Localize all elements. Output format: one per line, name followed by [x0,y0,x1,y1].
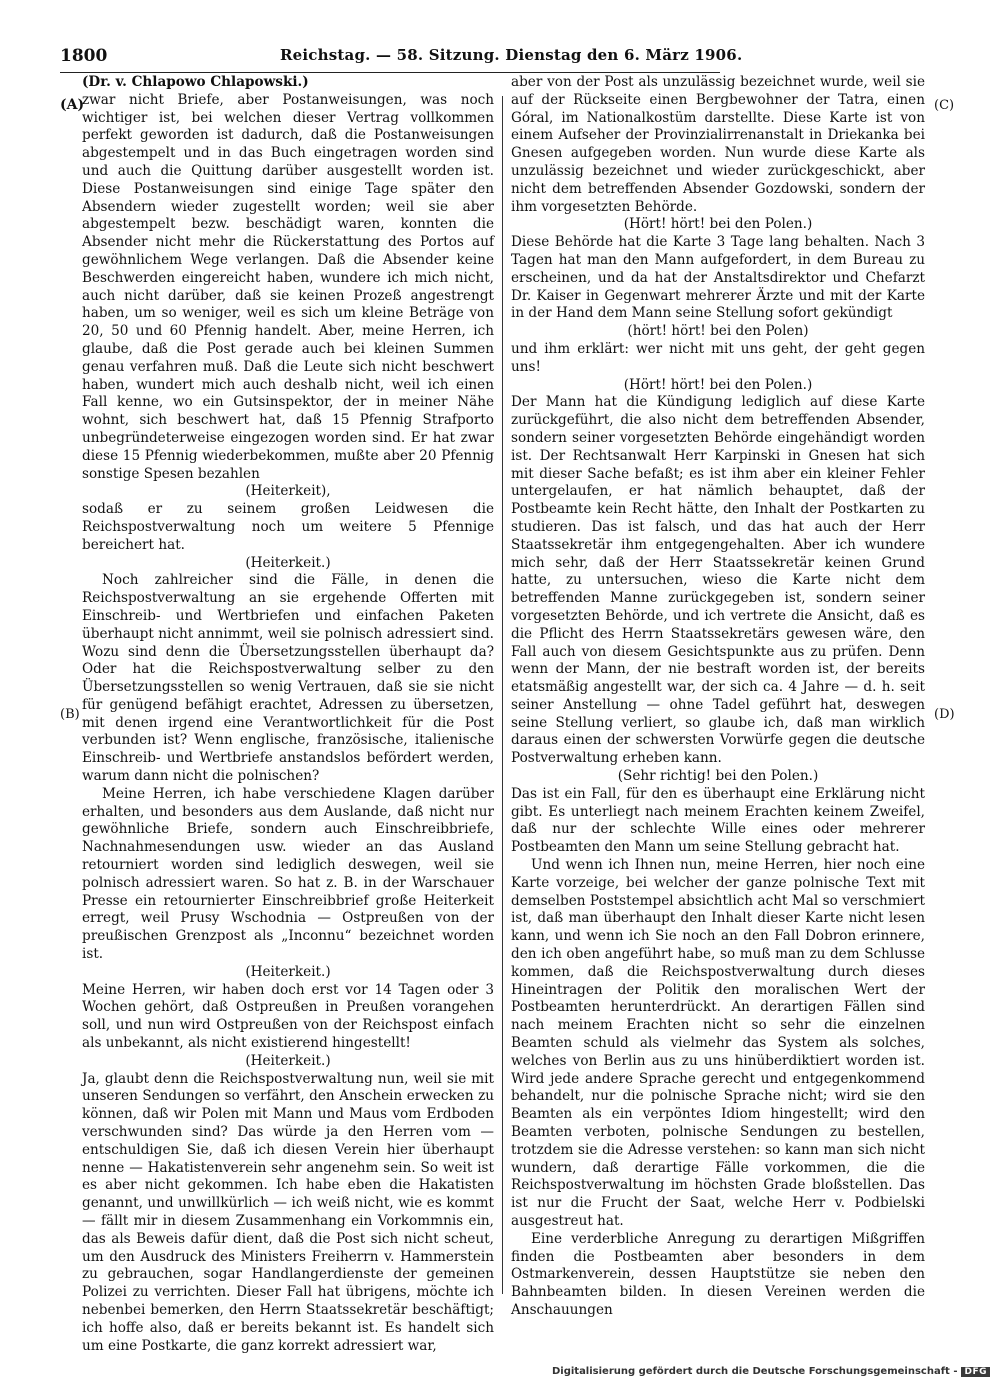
interjection: (Heiterkeit.) [245,1052,331,1069]
right-column [511,74,925,1318]
paragraph: und ihm erklärt: wer nicht mit uns geht, der geht gegen uns! [511,340,925,375]
footer-text: Digitalisierung gefördert durch die Deutsche Forschungsgemeinschaft - [551,1366,958,1377]
interjection: (Heiterkeit), [245,483,331,500]
running-title: Reichstag. — 58. Sitzung. Dienstag den 6. März 1906. [280,46,743,64]
column-divider [502,96,503,1294]
margin-marker-b: (B) [60,707,80,722]
paragraph: Meine Herren, ich habe verschiedene Klagen darüber erhalten, und besonders aus dem Auslande, daß nicht nur gewöhnliche Briefe, sondern auch Einschreibbriefe, Nachnahmesendungen usw. wieder an das Ausland retourniert worden sind lediglich deswegen, weil sie polnisch adressiert waren. So hat z. B. in der Warschauer Presse ein retournierter Einschreibbrief große Heiterkeit erregt, weil Prusy Wschodnia — Ostpreußen von der preußischen Grenzpost als „Inconnu“ bezeichnet worden ist. [82,785,494,963]
margin-marker-a: (A) [60,97,85,113]
paragraph: Diese Behörde hat die Karte 3 Tage lang behalten. Nach 3 Tagen hat man den Mann aufgefordert, in dem Bureau zu erscheinen, und da hat der Anstaltsdirektor und Chefarzt Dr. Kaiser in Gegenwart mehrerer Ärzte und mit der Karte in der Hand dem Mann seine Stellung sofort gekündigt [511,234,925,322]
interjection: (Hört! hört! bei den Polen.) [623,216,813,233]
speaker-name: (Dr. v. Chlapowo Chlapowski.) [82,74,309,90]
paragraph: Meine Herren, wir haben doch erst vor 14 Tagen oder 3 Wochen gehört, daß Ostpreußen in Preußen vorangehen soll, und nun wird Ostpreußen von der Reichspost einfach als unbekannt, als nicht existierend hingestellt! [82,981,494,1052]
footer-credit [552,1366,990,1377]
interjection: (Heiterkeit.) [245,963,331,980]
dfg-logo: DFG [961,1367,990,1377]
paragraph: zwar nicht Briefe, aber Postanweisungen, was noch wichtiger ist, bei welchen dieser Vertrag vollkommen perfekt geworden ist dadurch, daß die Postanweisungen abgestempelt und in das Buch eingetragen worden sind und auch die Quittung darüber ausgestellt worden ist. Diese Postanweisungen sind einige Tage später den Absendern wieder zugestellt worden; weil sie aber abgestempelt bezw. beschädigt waren, konnten die Absender nicht mehr die Rückerstattung des Portos auf gewöhnlichem Wege verlangen. Daß die Absender keine Beschwerden eingereicht haben, wundere ich mich nicht, auch nicht darüber, daß sie keinen Prozeß angestrengt haben, um so weniger, weil es sich um kleine Beträge von 20, 50 und 60 Pfennig handelt. Aber, meine Herren, ich glaube, daß die Post gerade auch bei kleinen Summen genau verfahren muß. Daß die Leute sich nicht beschwert haben, wundert mich auch deshalb nicht, weil ich einen Fall kenne, wo ein Gutsinspektor, der in meiner Nähe wohnt, sich beschwert hat, daß 15 Pfennig Strafporto unbegründeterweise eingezogen worden sind. Er hat zwar diese 15 Pfennig wiederbekommen, mußte aber 20 Pfennig sonstige Spesen bezahlen [82,91,494,482]
margin-marker-c: (C) [934,98,955,113]
left-column [82,74,494,1354]
interjection: (Sehr richtig! bei den Polen.) [617,768,819,785]
page-header [60,46,743,73]
page-number: 1800 [60,46,108,66]
paragraph: Und wenn ich Ihnen nun, meine Herren, hier noch eine Karte vorzeige, bei welcher der ganze polnische Text mit demselben Poststempel absichtlich acht Mal so verschmiert ist, daß man überhaupt den Inhalt dieser Karte nicht lesen kann, und wenn ich Sie noch an den Fall Dobron erinnere, den ich oben angeführt habe, so muß man zu dem Schlusse kommen, daß die Reichspostverwaltung durch dieses Hineintragen der Politik den moralischen Wert der Postbeamten herunterdrückt. An derartigen Fällen sind nach meinem Erachten nicht so sehr die einzelnen Beamten schuld als vielmehr das System als solches, welches von Berlin aus zu uns hinüberdiktiert worden ist. Wird jede andere Sprache gerecht und entgegenkommend behandelt, nur die polnische Sprache nicht; wird sie den Beamten als ein verpöntes Idiom hingestellt; wird den Beamten verboten, polnische Sendungen zu bestellen, trotzdem sie die Adresse verstehen: so kann man sich nicht wundern, daß derartige Fälle vorkommen, die die Reichspostverwaltung im höchsten Grade bloßstellen. Das ist nur die Frucht der Saat, welche Herr v. Podbielski ausgestreut hat. [511,857,925,1229]
paragraph: Der Mann hat die Kündigung lediglich auf diese Karte zurückgeführt, die also nicht dem betreffenden Absender, sondern seiner vorgesetzten Behörde eingehändigt worden ist. Der Rechtsanwalt Herr Karpinski in Gnesen hat sich mit dieser Sache befaßt; es ist ihm aber ein kleiner Fehler untergelaufen, er hat nämlich behauptet, daß der Postbeamte kein Recht hätte, den Inhalt der Postkarten zu studieren. Das ist falsch, und das hat auch der Herr Staatssekretär ihm entgegengehalten. Aber ich wundere mich sehr, daß der Herr Staatssekretär keinen Grund hatte, zu untersuchen, wieso die Karte nicht dem betreffenden Manne zurückgegeben ist, sondern seiner vorgesetzten Behörde, und ich vertrete die Ansicht, daß es die Pflicht des Herrn Staatssekretärs gewesen wäre, den Fall auch von diesem Gesichtspunkte aus zu prüfen. Denn wenn der Mann, der nie bestraft worden ist, der bereits etatsmäßig angestellt war, der sich ca. 4 Jahre — d. h. seit seiner Anstellung — ohne Tadel geführt hat, deswegen seine Stellung verliert, so glaube ich, daß man wirklich daraus einen der schwersten Vorwürfe gegen die deutsche Postverwaltung erheben kann. [511,394,925,767]
paragraph: Noch zahlreicher sind die Fälle, in denen die Reichspostverwaltung an sie ergehende Offerten mit Einschreib- und Wertbriefen und einfachen Paketen überhaupt nicht annimmt, weil sie polnisch adressiert sind. Wozu sind denn die Übersetzungsstellen überhaupt da? Oder hat die Reichspostverwaltung selber zu den Übersetzungsstellen so wenig Vertrauen, daß sie sie nicht für genügend befähigt erachtet, Adressen zu übersetzen, mit denen irgend eine Verantwortlichkeit für die Post verbunden ist? Wenn englische, französische, italienische Einschreib- und Wertbriefe anstandslos befördert werden, warum dann nicht die polnischen? [82,572,494,785]
interjection: (Heiterkeit.) [245,554,331,571]
paragraph: Ja, glaubt denn die Reichspostverwaltung nun, weil sie mit unseren Sendungen so verfährt, den Anschein erwecken zu können, daß wir Polen mit Mann und Maus vom Erdboden verschwunden sind? Das würde ja den Herren vom — entschuldigen Sie, daß ich diesen Verein hier überhaupt nenne — Hakatistenverein sehr angenehm sein. So weit ist es aber nicht gekommen. Ich habe eben die Hakatisten genannt, und unwillkürlich — ich weiß nicht, wie es kommt — fällt mir in diesem Zusammenhang ein Vorkommnis ein, das als Beweis dafür dient, daß die Post sich nicht scheut, um den Ausdruck des Ministers Freiherrn v. Hammerstein zu gebrauchen, sogar Handlangerdienste der gemeinen Polizei zu verrichten. Dieser Fall hat übrigens, möchte ich nebenbei bemerken, den Herrn Staatssekretär beschäftigt; ich hoffe also, daß er bereits bekannt ist. Es handelt sich um eine Postkarte, die ganz korrekt adressiert war, [82,1070,494,1354]
interjection: (Hört! hört! bei den Polen.) [623,376,813,393]
interjection: (hört! hört! bei den Polen) [627,323,809,340]
paragraph: sodaß er zu seinem großen Leidwesen die Reichspostverwaltung noch um weitere 5 Pfennige bereichert hat. [82,501,494,553]
paragraph: Das ist ein Fall, für den es überhaupt eine Erklärung nicht gibt. Es unterliegt nach meinem Erachten keinem Zweifel, daß nur der schlechte Wille eines oder mehrerer Postbeamten den Mann um seine Stellung gebracht hat. [511,785,925,856]
paragraph: aber von der Post als unzulässig bezeichnet wurde, weil sie auf der Rückseite einen Bergbewohner der Tatra, einen Góral, im Nationalkostüm darstellte. Diese Karte ist von einem Aufseher der Provinzialirrenanstalt in Driekanka bei Gnesen aufgegeben worden. Nun wurde diese Karte als unzulässig bezeichnet und wieder zurückgeschickt, aber nicht dem betreffenden Absender Gozdowski, sondern der ihm vorgesetzten Behörde. [511,74,925,215]
margin-marker-d: (D) [934,707,955,722]
paragraph: Eine verderbliche Anregung zu derartigen Mißgriffen finden die Postbeamten aber besonders in dem Ostmarkenverein, dessen Hauptstütze sie neben den Bahnbeamten bilden. In diesen Vereinen werden die Anschauungen [511,1230,925,1318]
